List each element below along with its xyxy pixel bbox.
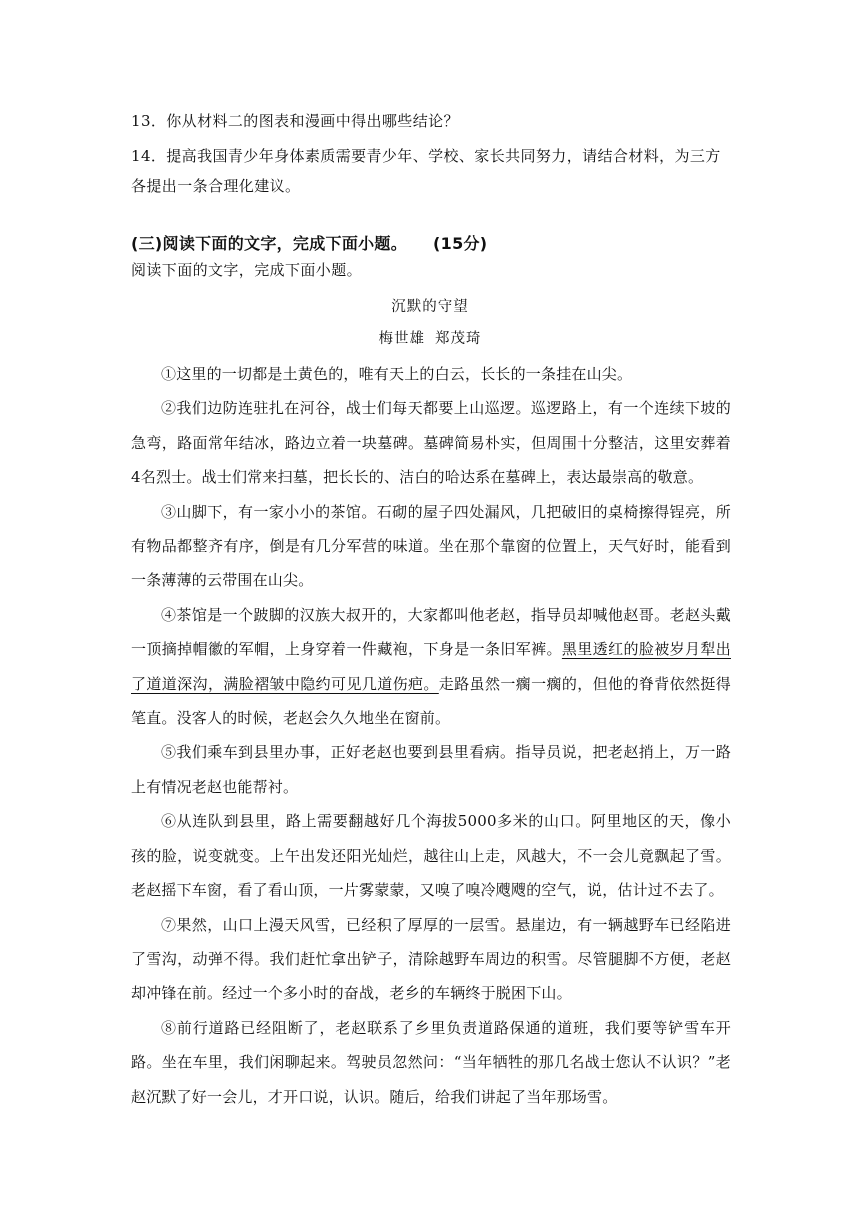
paragraph-8: ⑧前行道路已经阻断了，老赵联系了乡里负责道路保通的道班，我们要等铲雪车开路。坐在车里，我们闲聊起来。驾驶员忽然问：“当年牺牲的那几名战士您认不认识？”老赵沉默了好一会儿，才开口说，认识。随后，给我们讲起了当年那场雪。 <box>131 1018 731 1106</box>
section-title-text: (三)阅读下面的文字，完成下面小题。 <box>131 234 408 253</box>
paragraph-5: ⑤我们乘车到县里办事，正好老赵也要到县里看病。指导员说，把老赵捎上，万一路上有情况老赵也能帮衬。 <box>131 743 731 796</box>
paragraph-6: ⑥从连队到县里，路上需要翻越好几个海拔5000多米的山口。阿里地区的天，像小孩的脸，说变就变。上午出发还阳光灿烂，越往山上走，风越大，不一会儿竟飘起了雪。老赵摇下车窗，看了看山顶，一片雾蒙蒙，又嗅了嗅冷飕飕的空气，说，估计过不去了。 <box>131 812 731 900</box>
author-name: 郑茂琦 <box>435 331 482 347</box>
section-instruction: 阅读下面的文字，完成下面小题。 <box>131 261 363 279</box>
paragraph-4 <box>131 598 731 736</box>
question-14: 14．提高我国青少年身体素质需要青少年、学校、家长共同努力，请结合材料，为三方各提出一条合理化建议。 <box>131 147 721 195</box>
author-name: 梅世雄 <box>378 331 425 347</box>
paragraph-7: ⑦果然，山口上漫天风雪，已经积了厚厚的一层雪。悬崖边，有一辆越野车已经陷进了雪沟，动弹不得。我们赶忙拿出铲子，清除越野车周边的积雪。尽管腿脚不方便，老赵却冲锋在前。经过一个多小时的奋战，老乡的车辆终于脱困下山。 <box>131 915 731 1003</box>
underlined-sentence: 黑里透红的脸被岁月犁出了道道深沟，满脸褶皱中隐约可见几道伤疤。 <box>131 640 731 693</box>
article-body <box>131 357 731 1114</box>
section-heading <box>131 232 487 256</box>
paragraph-4-text: 走路虽然一瘸一瘸的，但他的脊背依然挺得笔直。没客人的时候，老赵会久久地坐在窗前。 <box>131 674 731 728</box>
paragraph-1: ①这里的一切都是土黄色的，唯有天上的白云，长长的一条挂在山尖。 <box>161 365 633 383</box>
article-authors <box>0 328 860 350</box>
section-score: (15分) <box>433 234 488 253</box>
article-title: 沉默的守望 <box>391 299 469 315</box>
paragraph-2: ②我们边防连驻扎在河谷，战士们每天都要上山巡逻。巡逻路上，有一个连续下坡的急弯，路面常年结冰，路边立着一块墓碑。墓碑简易朴实，但周围十分整洁，这里安葬着4名烈士。战士们常来扫墓，把长长的、洁白的哈达系在墓碑上，表达最崇高的敬意。 <box>131 399 731 487</box>
question-13: 13．你从材料二的图表和漫画中得出哪些结论？ <box>131 112 459 130</box>
paragraph-3: ③山脚下，有一家小小的茶馆。石砌的屋子四处漏风，几把破旧的桌椅擦得锃亮，所有物品都整齐有序，倒是有几分军营的味道。坐在那个靠窗的位置上，天气好时，能看到一条薄薄的云带围在山尖。 <box>131 502 731 590</box>
paragraph-4-text: ④茶馆是一个跛脚的汉族大叔开的，大家都叫他老赵，指导员却喊他赵哥。老赵头戴一顶摘掉帽徽的军帽，上身穿着一件藏袍，下身是一条旧军裤。 <box>131 605 731 659</box>
